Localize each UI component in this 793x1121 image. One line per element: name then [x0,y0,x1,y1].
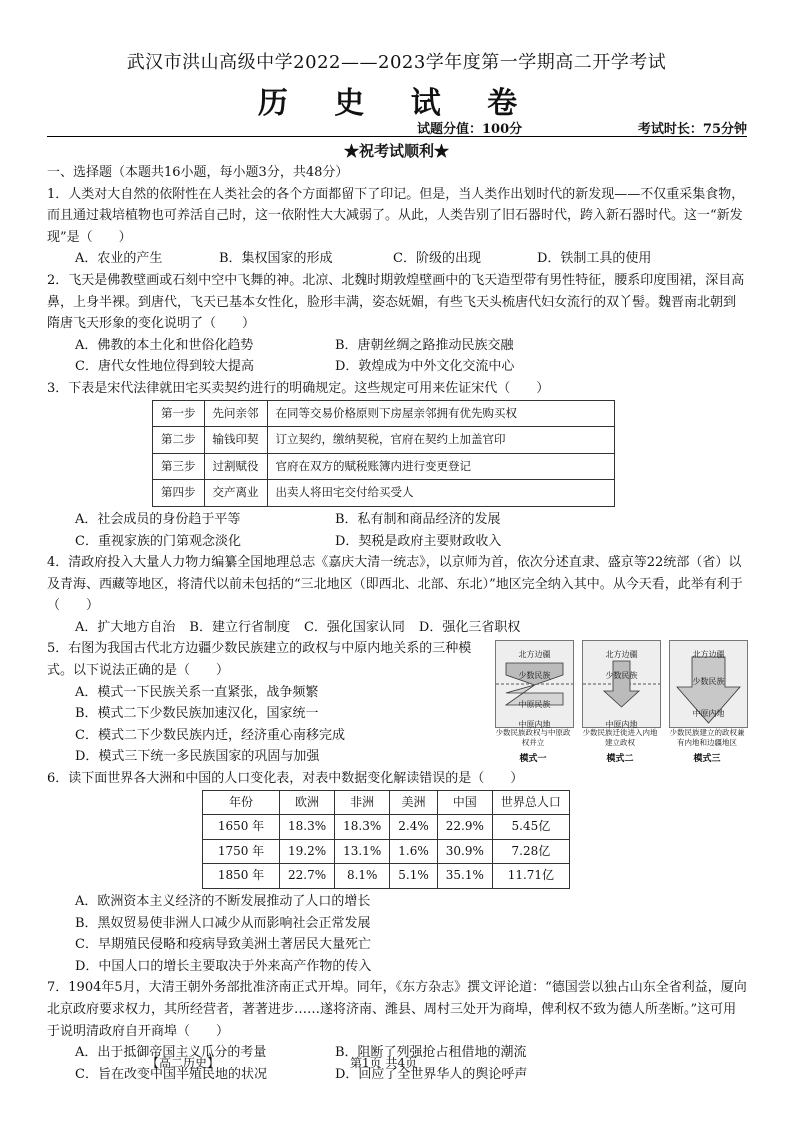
table-cell: 8.1% [335,864,390,889]
table-row [153,427,615,454]
q4-option-a: A．扩大地方自治 [75,619,176,635]
table-cell: 1650 年 [203,815,280,840]
mode2-bottom-label: 中原内地 [605,720,638,730]
mode3-caption: 少数民族建立的政权兼有内地和边疆地区 [669,728,745,748]
table-cell: 2.4% [390,815,438,840]
q2-options-row1 [47,335,747,357]
q1-option-a: A．农业的产生 [75,251,163,267]
table-row [203,839,570,864]
q6-stem: 6．读下面世界各大洲和中国的人口变化表，对表中数据变化解读错误的是（ ） [47,771,524,787]
table-cell: 22.7% [280,864,335,889]
mode3-panel [669,640,748,728]
table-cell: 22.9% [437,815,492,840]
q1-option-c: C．阶级的出现 [393,251,481,267]
mode1-bottom-label: 中原内地 [518,720,551,730]
q7-option-b: B．阻断了列强抢占租借地的潮流 [335,1045,527,1061]
table-row [203,815,570,840]
table-cell: 18.3% [280,815,335,840]
table-cell: 第一步 [153,400,205,427]
table-cell: 先问亲邻 [204,400,267,427]
time-info: 考试时长：75分钟 [637,122,747,137]
table-cell: 第三步 [153,453,205,480]
table-cell: 13.1% [335,839,390,864]
table-cell: 1850 年 [203,864,280,889]
q3-stem: 3．下表是宋代法律就田宅买卖契约进行的明确规定。这些规定可用来佐证宋代（ ） [47,380,550,396]
q5-stem: 5．右图为我国古代北方边疆少数民族建立的政权与中原内地关系的三种模式。以下说法正确的是（ ） [47,641,472,679]
mode2-caption: 少数民族迁徙进入内地建立政权 [582,728,658,748]
q7-option-c: C．旨在改变中国半殖民地的状况 [75,1066,267,1082]
table-cell: 官府在双方的赋税账簿内进行变更登记 [267,453,614,480]
q2-option-d: D．敦煌成为中外文化交流中心 [335,359,515,375]
q3-option-d: D．契税是政府主要财政收入 [335,533,502,549]
table-cell: 18.3% [335,815,390,840]
q4-option-c: C．强化国家认同 [303,619,405,635]
exam-body [47,162,747,1085]
q1-option-b: B．集权国家的形成 [219,251,333,267]
table-cell: 第二步 [153,427,205,454]
q1-options [47,248,747,270]
mode3-label: 模式三 [693,754,721,765]
mode1-central-label: 中原民族 [518,700,551,710]
table-cell: 订立契约，缴纳契税，官府在契约上加盖官印 [267,427,614,454]
table-cell: 1.6% [390,839,438,864]
page-number: 第1页 共4页 [350,1056,418,1070]
mode1-panel [495,640,574,728]
table-cell: 30.9% [437,839,492,864]
table-header-cell: 欧洲 [280,790,335,815]
q1-stem: 1．人类对大自然的依附性在人类社会的各个方面都留下了印记。但是，当人类作出划时代的新发现——不仅重采集食物，而且通过栽培植物也可养活自己时，这一依附性大大减弱了。从此，人类告别了旧石器时代，跨入新石器时代。这一“新发现”是（ ） [47,186,745,245]
table-cell: 35.1% [437,864,492,889]
table-row [153,400,615,427]
q4-stem: 4．清政府投入大量人力物力编纂全国地理总志《嘉庆大清一统志》，以京师为首，依次分述直隶、盛京等22统部（省）以及青海、西藏等地区，将清代以前未包括的“三北地区（即西北、北部、东北）”地区完全纳入其中。从今天看，此举有利于（ ） [47,555,743,614]
mode2-minority-label: 少数民族 [605,671,638,681]
q6-option-d: D．中国人口的增长主要取决于外来高产作物的传入 [75,958,372,974]
q3-options-row2 [47,531,747,553]
q5-option-c: C．模式二下少数民族内迁，经济重心南移完成 [75,727,345,743]
mode3-bottom-label: 中原内地 [692,709,725,719]
table-cell: 11.71亿 [492,864,569,889]
q3-table [152,400,615,507]
table-header-row [203,790,570,815]
mode3-minority-label: 少数民族 [692,677,725,687]
q5-option-a: A．模式一下民族关系一直紧张，战争频繁 [75,684,319,700]
q2-option-c: C．唐代女性地位得到较大提高 [75,359,254,375]
header-rule [47,136,747,137]
q4-option-d: D．强化三省职权 [418,619,521,635]
mode3-top-label: 北方边疆 [692,650,725,660]
table-cell: 输钱印契 [204,427,267,454]
table-header-cell: 中国 [437,790,492,815]
table-cell: 过割赋役 [204,453,267,480]
q3-option-a: A．社会成员的身份趋于平等 [75,511,241,527]
mode2-label: 模式二 [606,754,634,765]
table-row [203,864,570,889]
q3-option-c: C．重视家族的门第观念淡化 [75,533,241,549]
q5-option-d: D．模式三下统一多民族国家的巩固与加强 [75,749,320,765]
mode1-minority-label: 少数民族 [518,671,551,681]
section-heading: 一、选择题（本题共16小题，每小题3分，共48分） [47,165,349,180]
good-luck-banner: ★祝考试顺利★ [343,142,449,160]
table-header-cell: 非洲 [335,790,390,815]
q7-stem: 7．1904年5月，大清王朝外务部批准济南正式开埠。同年，《东方杂志》撰文评论道：“德国尝以独占山东全省利益，厦向北京政府要求权力，其所经营者，著著进步……遂将济南、潍县、周村三处开为商埠，俾利权不致为德人所垄断。”这可用于说明清政府自开商埠（ ） [47,980,747,1039]
mode1-label: 模式一 [519,754,547,765]
q2-stem: 2．飞天是佛教壁画或石刻中空中飞舞的神。北凉、北魏时期敦煌壁画中的飞天造型带有男性特征，腰系印度围裙，深目高鼻，上身半裸。到唐代，飞天已基本女性化，脸形丰满，姿态妩媚，有些飞天头梳唐代妇女流行的双丫髻。魏晋南北朝到隋唐飞天形象的变化说明了（ ） [47,272,745,332]
table-cell: 第四步 [153,480,205,507]
table-cell: 在同等交易价格原则下房屋亲邻拥有优先购买权 [267,400,614,427]
table-row [153,480,615,507]
q2-option-a: A．佛教的本土化和世俗化趋势 [75,337,254,353]
q5-block [47,638,747,768]
score-info: 试题分值：100分 [417,122,523,137]
table-row [153,453,615,480]
q6-option-b: B．黑奴贸易使非洲人口减少从而影响社会正常发展 [75,915,371,931]
exam-meta [47,118,747,136]
q7-option-d: D．回应了全世界华人的舆论呼声 [335,1066,528,1082]
school-exam-line: 武汉市洪山高级中学2022——2023学年度第一学期高二开学考试 [126,52,667,73]
q5-option-b: B．模式二下少数民族加速汉化，国家统一 [75,706,319,722]
table-header-cell: 世界总人口 [492,790,569,815]
q1-option-d: D．铁制工具的使用 [537,251,652,267]
table-cell: 19.2% [280,839,335,864]
table-cell: 5.1% [390,864,438,889]
q4-option-b: B．建立行省制度 [189,619,290,635]
q6-option-a: A．欧洲资本主义经济的不断发展推动了人口的增长 [75,894,371,909]
q7-option-a: A．出于抵御帝国主义瓜分的考量 [75,1045,267,1061]
q3-options-row1 [47,509,747,531]
mode2-top-label: 北方边疆 [605,650,638,660]
table-cell: 7.28亿 [492,839,569,864]
table-cell: 5.45亿 [492,815,569,840]
table-header-cell: 美洲 [390,790,438,815]
q6-option-c: C．早期殖民侵略和疫病导致美洲土著居民大量死亡 [75,937,371,953]
table-cell: 出卖人将田宅交付给买受人 [267,480,614,507]
q4-options [47,617,747,639]
q6-table [202,790,570,889]
q2-option-b: B．唐朝丝绸之路推动民族交融 [335,337,514,353]
q3-option-b: B．私有制和商品经济的发展 [335,511,501,527]
q5-diagram [495,640,747,765]
mode1-top-label: 北方边疆 [518,650,551,660]
exam-title: 历 史 试 卷 [257,86,536,121]
q2-options-row2 [47,356,747,378]
mode1-caption: 少数民族政权与中原政权并立 [495,728,571,748]
mode2-panel [582,640,661,728]
table-cell: 交产离业 [204,480,267,507]
table-cell: 1750 年 [203,839,280,864]
table-header-cell: 年份 [203,790,280,815]
footer-subject: 【高二历史】 [147,1056,220,1070]
